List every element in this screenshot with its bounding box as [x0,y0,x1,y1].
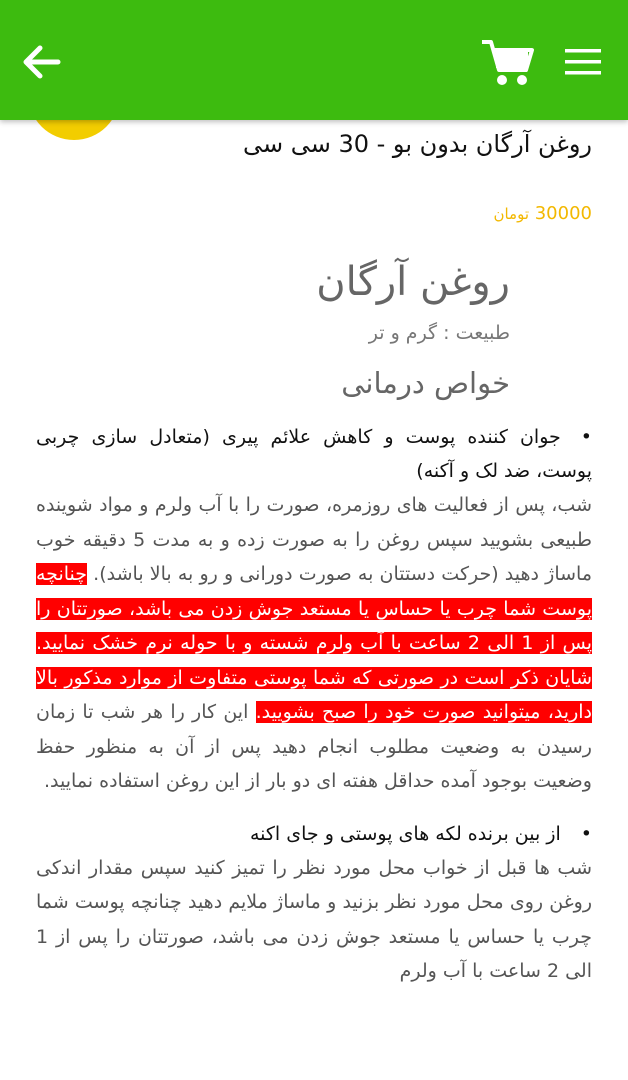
list-item [36,817,592,851]
app-bar [0,0,628,120]
bullet-dot: • [580,822,592,845]
product-description [36,252,592,989]
price-value: 30000 [534,203,592,224]
back-button[interactable] [18,38,66,86]
arrow-left-icon [18,38,66,86]
product-price [493,203,592,224]
article-subheading: خواص درمانی [341,366,510,400]
cart-button[interactable] [478,36,536,88]
price-currency: تومان [493,205,529,223]
hamburger-menu-icon [562,44,604,80]
paragraph-text: این کار را هر شب تا زمان رسیدن به وضعیت مطلوب انجام دهید پس از آن به منظور حفظ وضعیت بوجود آمده حداقل هفته ای دو بار از این روغن استفاده نمایید. [36,701,592,792]
bullet-dot: • [580,426,592,448]
paragraph-text: شب، پس از فعالیت های روزمره، صورت را با آب ولرم و مواد شوینده طبیعی بشویید سپس روغن را به صورت زده و به مدت 5 دقیقه خوب ماساژ دهید (حرکت دستتان به صورت دورانی و رو به بالا باشد). [36,494,592,585]
paragraph [36,488,592,799]
shopping-cart-icon [478,36,536,88]
menu-button[interactable] [562,44,604,80]
product-title: روغن آرگان بدون بو - 30 سی سی [242,130,592,158]
bullet-text: از بین برنده لکه های پوستی و جای اکنه [249,822,561,845]
article-heading: روغن آرگان [316,259,510,305]
paragraph: شب ها قبل از خواب محل مورد نظر را تمیز کنید سپس مقدار اندکی روغن روی محل مورد نظر بزنید و ماساژ ملایم دهید چنانچه پوست شما چرب یا حساس یا مستعد جوش زدن می باشد، صورتتان را پس از 1 الی 2 ساعت با آب ولرم [36,856,592,982]
list-item [36,420,592,488]
article-nature: طبیعت : گرم و تر [368,322,510,344]
bullet-text: جوان کننده پوست و کاهش علائم پیری (متعادل سازی چربی پوست، ضد لک و آکنه) [36,426,592,482]
highlighted-text: چنانچه پوست شما چرب یا حساس یا مستعد جوش زدن می باشد، صورتتان را پس از 1 الی 2 ساعت با آب ولرم شسته و با حوله نرم خشک نمایید. شایان ذکر است در صورتی که شما پوستی متفاوت از موارد مذکور بالا دارید، میتوانید صورت خود را صبح بشویید. [36,563,593,723]
